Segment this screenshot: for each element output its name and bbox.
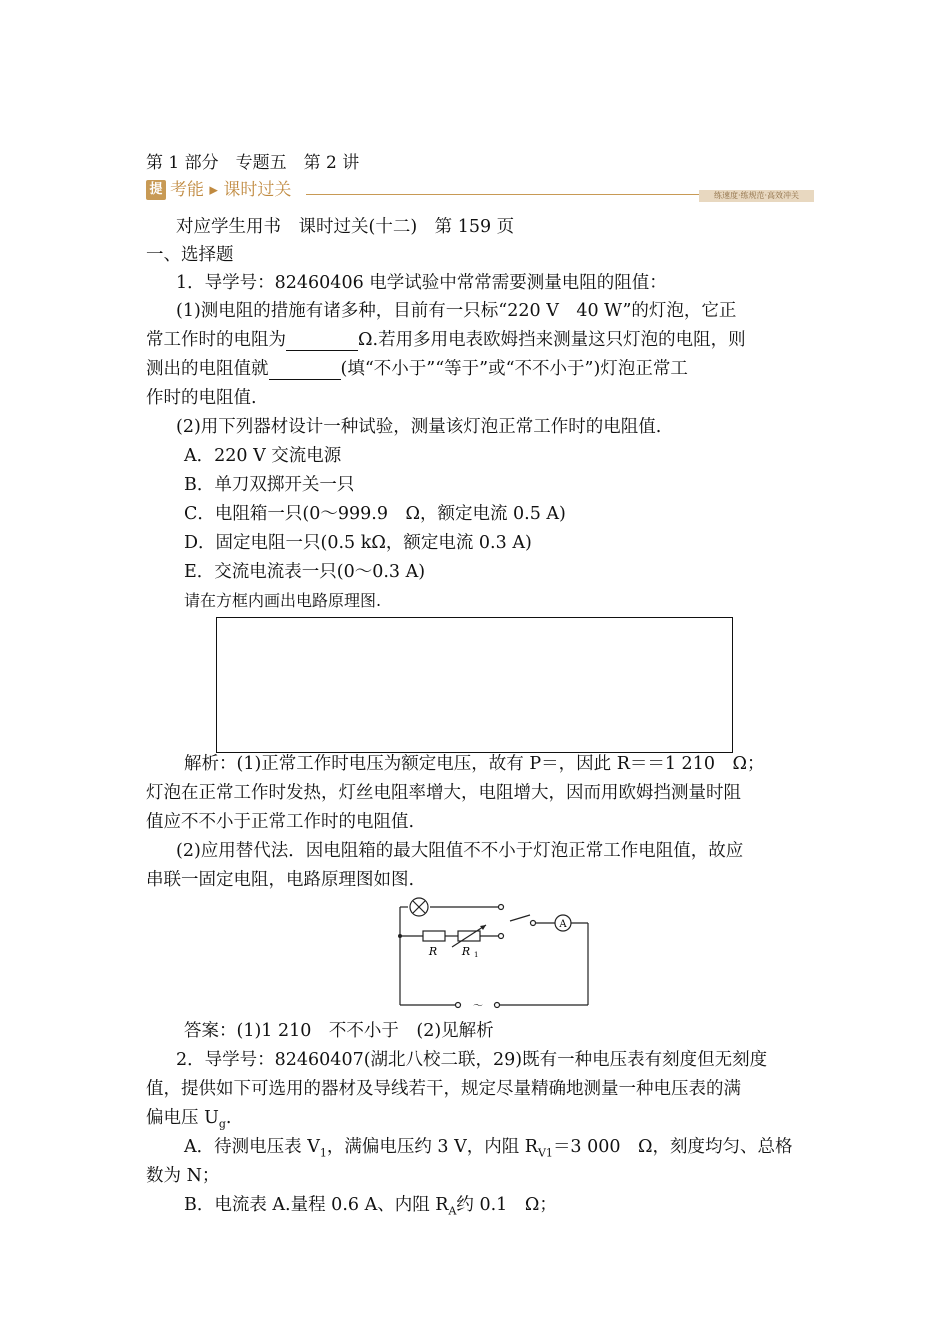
circuit-diagram bbox=[390, 895, 600, 1010]
solution-line1: 解析：(1)正常工作时电压为额定电压，故有 P＝，因此 R＝＝1 210 Ω； bbox=[184, 754, 765, 774]
q2-line3-b: . bbox=[225, 1108, 232, 1128]
banner-title: 考能 ▸ 课时过关 bbox=[170, 180, 292, 200]
q1-part1-line2-a: 常工作时的电阻为 bbox=[146, 330, 286, 350]
q1-part1-line4: 作时的电阻值. bbox=[146, 388, 257, 408]
lesson-banner bbox=[146, 180, 814, 204]
q2-option-b bbox=[184, 1194, 557, 1223]
q2-line3 bbox=[146, 1107, 231, 1136]
q2-option-a-sub1: 1 bbox=[319, 1146, 327, 1160]
banner-tag: 练速度·练规范·高效冲关 bbox=[699, 190, 814, 202]
solution-line4: (2)应用替代法．因电阻箱的最大阻值不不小于灯泡正常工作电阻值，故应 bbox=[176, 841, 744, 861]
option-b: B．单刀双掷开关一只 bbox=[184, 475, 355, 495]
option-a: A．220 V 交流电源 bbox=[184, 446, 342, 466]
q2-option-a-text1: A．待测电压表 V bbox=[184, 1137, 320, 1157]
q2-option-a bbox=[184, 1136, 793, 1165]
q1-part1-line3-b: (填“不小于”“等于”或“不不小于”)灯泡正常工 bbox=[340, 359, 688, 379]
resistor-r1-subscript: 1 bbox=[474, 951, 479, 959]
q2-line2: 值，提供如下可选用的器材及导线若干，规定尽量精确地测量一种电压表的满 bbox=[146, 1079, 741, 1099]
q2-line3-a: 偏电压 U bbox=[146, 1108, 219, 1128]
ammeter-label: A bbox=[559, 919, 567, 930]
q1-part1-line3 bbox=[146, 358, 688, 380]
q2-option-b-text1: B．电流表 A.量程 0.6 A、内阻 R bbox=[184, 1195, 449, 1215]
drawing-box[interactable] bbox=[216, 617, 733, 753]
answer-blank-1[interactable] bbox=[286, 332, 358, 351]
option-d: D．固定电阻一只(0.5 kΩ，额定电流 0.3 A) bbox=[184, 533, 532, 553]
q1-part2: (2)用下列器材设计一种试验，测量该灯泡正常工作时的电阻值. bbox=[176, 417, 662, 437]
q1-part1-line2 bbox=[146, 329, 746, 351]
reference-line: 对应学生用书 课时过关(十二) 第 159 页 bbox=[176, 217, 515, 237]
q2-option-a-text3: ＝3 000 Ω，刻度均匀、总格 bbox=[552, 1137, 793, 1157]
solution-line5: 串联一固定电阻，电路原理图如图. bbox=[146, 870, 415, 890]
q1-part1-line1: (1)测电阻的措施有诸多种，目前有一只标“220 V 40 W”的灯泡，它正 bbox=[176, 301, 737, 321]
answer-blank-2[interactable] bbox=[269, 361, 341, 380]
answer-line: 答案：(1)1 210 不不小于 (2)见解析 bbox=[184, 1021, 494, 1041]
solution-line2: 灯泡在正常工作时发热，灯丝电阻率增大，电阻增大，因而用欧姆挡测量时阻 bbox=[146, 783, 741, 803]
q2-option-b-text2: 约 0.1 Ω； bbox=[456, 1195, 557, 1215]
resistor-r bbox=[423, 931, 445, 941]
q2-option-a-text2: ，满偏电压约 3 V，内阻 R bbox=[326, 1137, 538, 1157]
q1-part1-line3-a: 测出的电阻值就 bbox=[146, 359, 269, 379]
option-e: E．交流电流表一只(0～0.3 A) bbox=[184, 562, 426, 582]
tip-icon: 提 bbox=[146, 180, 166, 200]
option-c: C．电阻箱一只(0～999.9 Ω，额定电流 0.5 A) bbox=[184, 504, 566, 524]
q2-option-b-sub: A bbox=[448, 1204, 457, 1218]
resistor-r-label: R bbox=[428, 945, 438, 958]
q2-option-a-line2: 数为 N； bbox=[146, 1166, 220, 1186]
q2-line1: 2．导学号：82460407(湖北八校二联，29)既有一种电压表有刻度但无刻度 bbox=[176, 1050, 768, 1070]
q2-option-a-sub2: V1 bbox=[537, 1146, 553, 1160]
box-prompt: 请在方框内画出电路原理图. bbox=[184, 591, 382, 610]
q2-line3-sub: g bbox=[218, 1117, 226, 1131]
part-title: 一、选择题 bbox=[146, 245, 234, 265]
ac-source-symbol: ～ bbox=[473, 1001, 483, 1010]
q1-stem: 1．导学号：82460406 电学试验中常常需要测量电阻的阻值： bbox=[176, 273, 667, 293]
resistor-r1-label: R bbox=[461, 945, 471, 958]
solution-line3: 值应不不小于正常工作时的电阻值. bbox=[146, 812, 415, 832]
section-heading: 第 1 部分 专题五 第 2 讲 bbox=[146, 153, 360, 173]
q1-part1-line2-b: Ω.若用多用电表欧姆挡来测量这只灯泡的电阻，则 bbox=[358, 330, 746, 350]
